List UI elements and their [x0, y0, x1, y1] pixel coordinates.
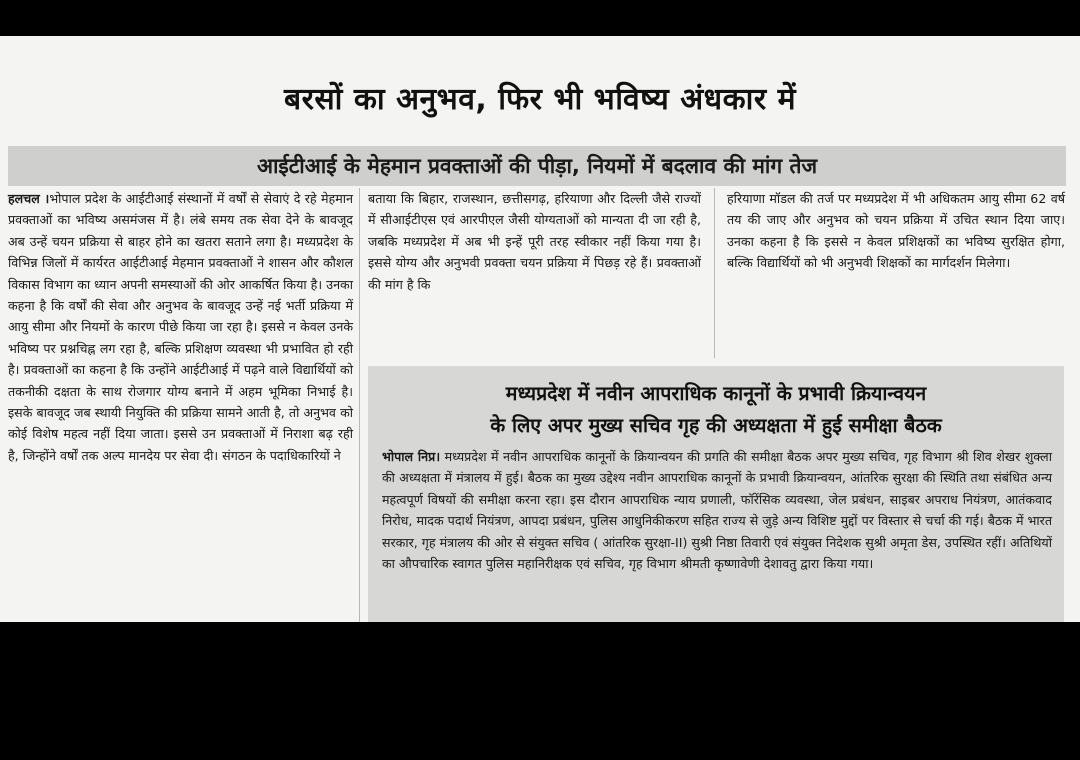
column-divider — [359, 188, 360, 622]
box-body — [382, 446, 1052, 574]
column-divider — [714, 188, 715, 358]
box-title-line-1: मध्यप्रदेश में नवीन आपराधिक कानूनों के प्रभावी क्रियान्वयन — [505, 382, 927, 405]
box-title-line-2: के लिए अपर मुख्य सचिव गृह की अध्यक्षता में हुई समीक्षा बैठक — [490, 414, 942, 437]
box-title — [368, 378, 1064, 442]
column-1-text: भोपाल प्रदेश के आईटीआई संस्थानों में वर्षों से सेवाएं दे रहे मेहमान प्रवक्ताओं का भविष्य असमंजस में है। लंबे समय तक सेवा देने के बावजूद अब उन्हें चयन प्रक्रिया से बाहर होने का खतरा सताने लगा है। मध्यप्रदेश के विभिन्न जिलों में कार्यरत आईटीआई मेहमान प्रवक्ताओं ने शासन और कौशल विकास विभाग का ध्यान अपनी समस्याओं की ओर आकर्षित किया है। उनका कहना है कि वर्षों की सेवा और अनुभव के बावजूद उन्हें नई भर्ती प्रक्रिया में आयु सीमा और नियमों के कारण पीछे किया जा रहा है। इससे न केवल उनके भविष्य पर प्रश्नचिह्न लग रहा है, बल्कि प्रशिक्षण व्यवस्था भी प्रभावित हो रही है। प्रवक्ताओं का कहना है कि उन्होंने आईटीआई में पढ़ने वाले विद्यार्थियों को तकनीकी दक्षता के साथ रोजगार योग्य बनाने में अहम भूमिका निभाई है। इसके बावजूद जब स्थायी नियुक्ति की प्रक्रिया सामने आती है, तो अनुभव को कोई विशेष महत्व नहीं दिया जाता। इससे उन प्रवक्ताओं में निराशा बढ़ रही है, जिन्होंने वर्षों तक अल्प मानदेय पर सेवा दी। संगठन के पदाधिकारियों ने — [8, 191, 353, 463]
box-dateline: भोपाल निप्र। — [382, 449, 441, 464]
article-column-3: हरियाणा मॉडल की तर्ज पर मध्यप्रदेश में भी अधिकतम आयु सीमा 62 वर्ष तय की जाए और अनुभव को चयन प्रक्रिया में उचित स्थान दिया जाए। उनका कहना है कि इससे न केवल प्रशिक्षकों का भविष्य सुरक्षित होगा, बल्कि विद्यार्थियों को भी अनुभवी शिक्षकों का मार्गदर्शन मिलेगा। — [727, 191, 1065, 271]
newspaper-clipping — [0, 36, 1080, 622]
box-body-text: मध्यप्रदेश में नवीन आपराधिक कानूनों के क्रियान्वयन की प्रगति की समीक्षा बैठक अपर मुख्य सचिव, गृह विभाग श्री शिव शेखर शुक्ला की अध्यक्षता में मंत्रालय में हुई। बैठक का मुख्य उद्देश्य नवीन आपराधिक कानूनों के प्रभावी क्रियान्वयन, आंतरिक सुरक्षा की स्थिति तथा संबंधित अन्य महत्वपूर्ण विषयों की समीक्षा करना रहा। इस दौरान आपराधिक न्याय प्रणाली, फॉरेंसिक व्यवस्था, जेल प्रबंधन, साइबर अपराध नियंत्रण, आतंकवाद निरोध, मादक पदार्थ नियंत्रण, आपदा प्रबंधन, पुलिस आधुनिकीकरण सहित राज्य से जुड़े अन्य विशिष्ट मुद्दों पर विस्तार से चर्चा की गई। बैठक में भारत सरकार, गृह मंत्रालय की ओर से संयुक्त सचिव ( आंतरिक सुरक्षा-II) सुश्री निष्ठा तिवारी एवं संयुक्त निदेशक सुश्री अमृता डेस, उपस्थित रहीं। अतिथियों का औपचारिक स्वागत पुलिस महानिरीक्षक एवं सचिव, गृह विभाग श्रीमती कृष्णावेणी देशावतु द्वारा किया गया। — [382, 449, 1052, 572]
subheadline: आईटीआई के मेहमान प्रवक्ताओं की पीड़ा, नियमों में बदलाव की मांग तेज — [8, 146, 1066, 186]
headline: बरसों का अनुभव, फिर भी भविष्य अंधकार में — [283, 82, 797, 117]
news-box — [368, 366, 1064, 622]
article-column-1 — [8, 188, 353, 466]
article-column-2: बताया कि बिहार, राजस्थान, छत्तीसगढ़, हरियाणा और दिल्ली जैसे राज्यों में सीआईटीएस एवं आरपीएल जैसी योग्यताओं को मान्यता दी जा रही है, जबकि मध्यप्रदेश में अब भी इन्हें पूरी तरह स्वीकार नहीं किया गया है। इससे योग्य और अनुभवी प्रवक्ता चयन प्रक्रिया में पिछड़ रहे हैं। प्रवक्ताओं की मांग है कि — [368, 191, 701, 292]
dateline: हलचल । — [8, 191, 50, 206]
